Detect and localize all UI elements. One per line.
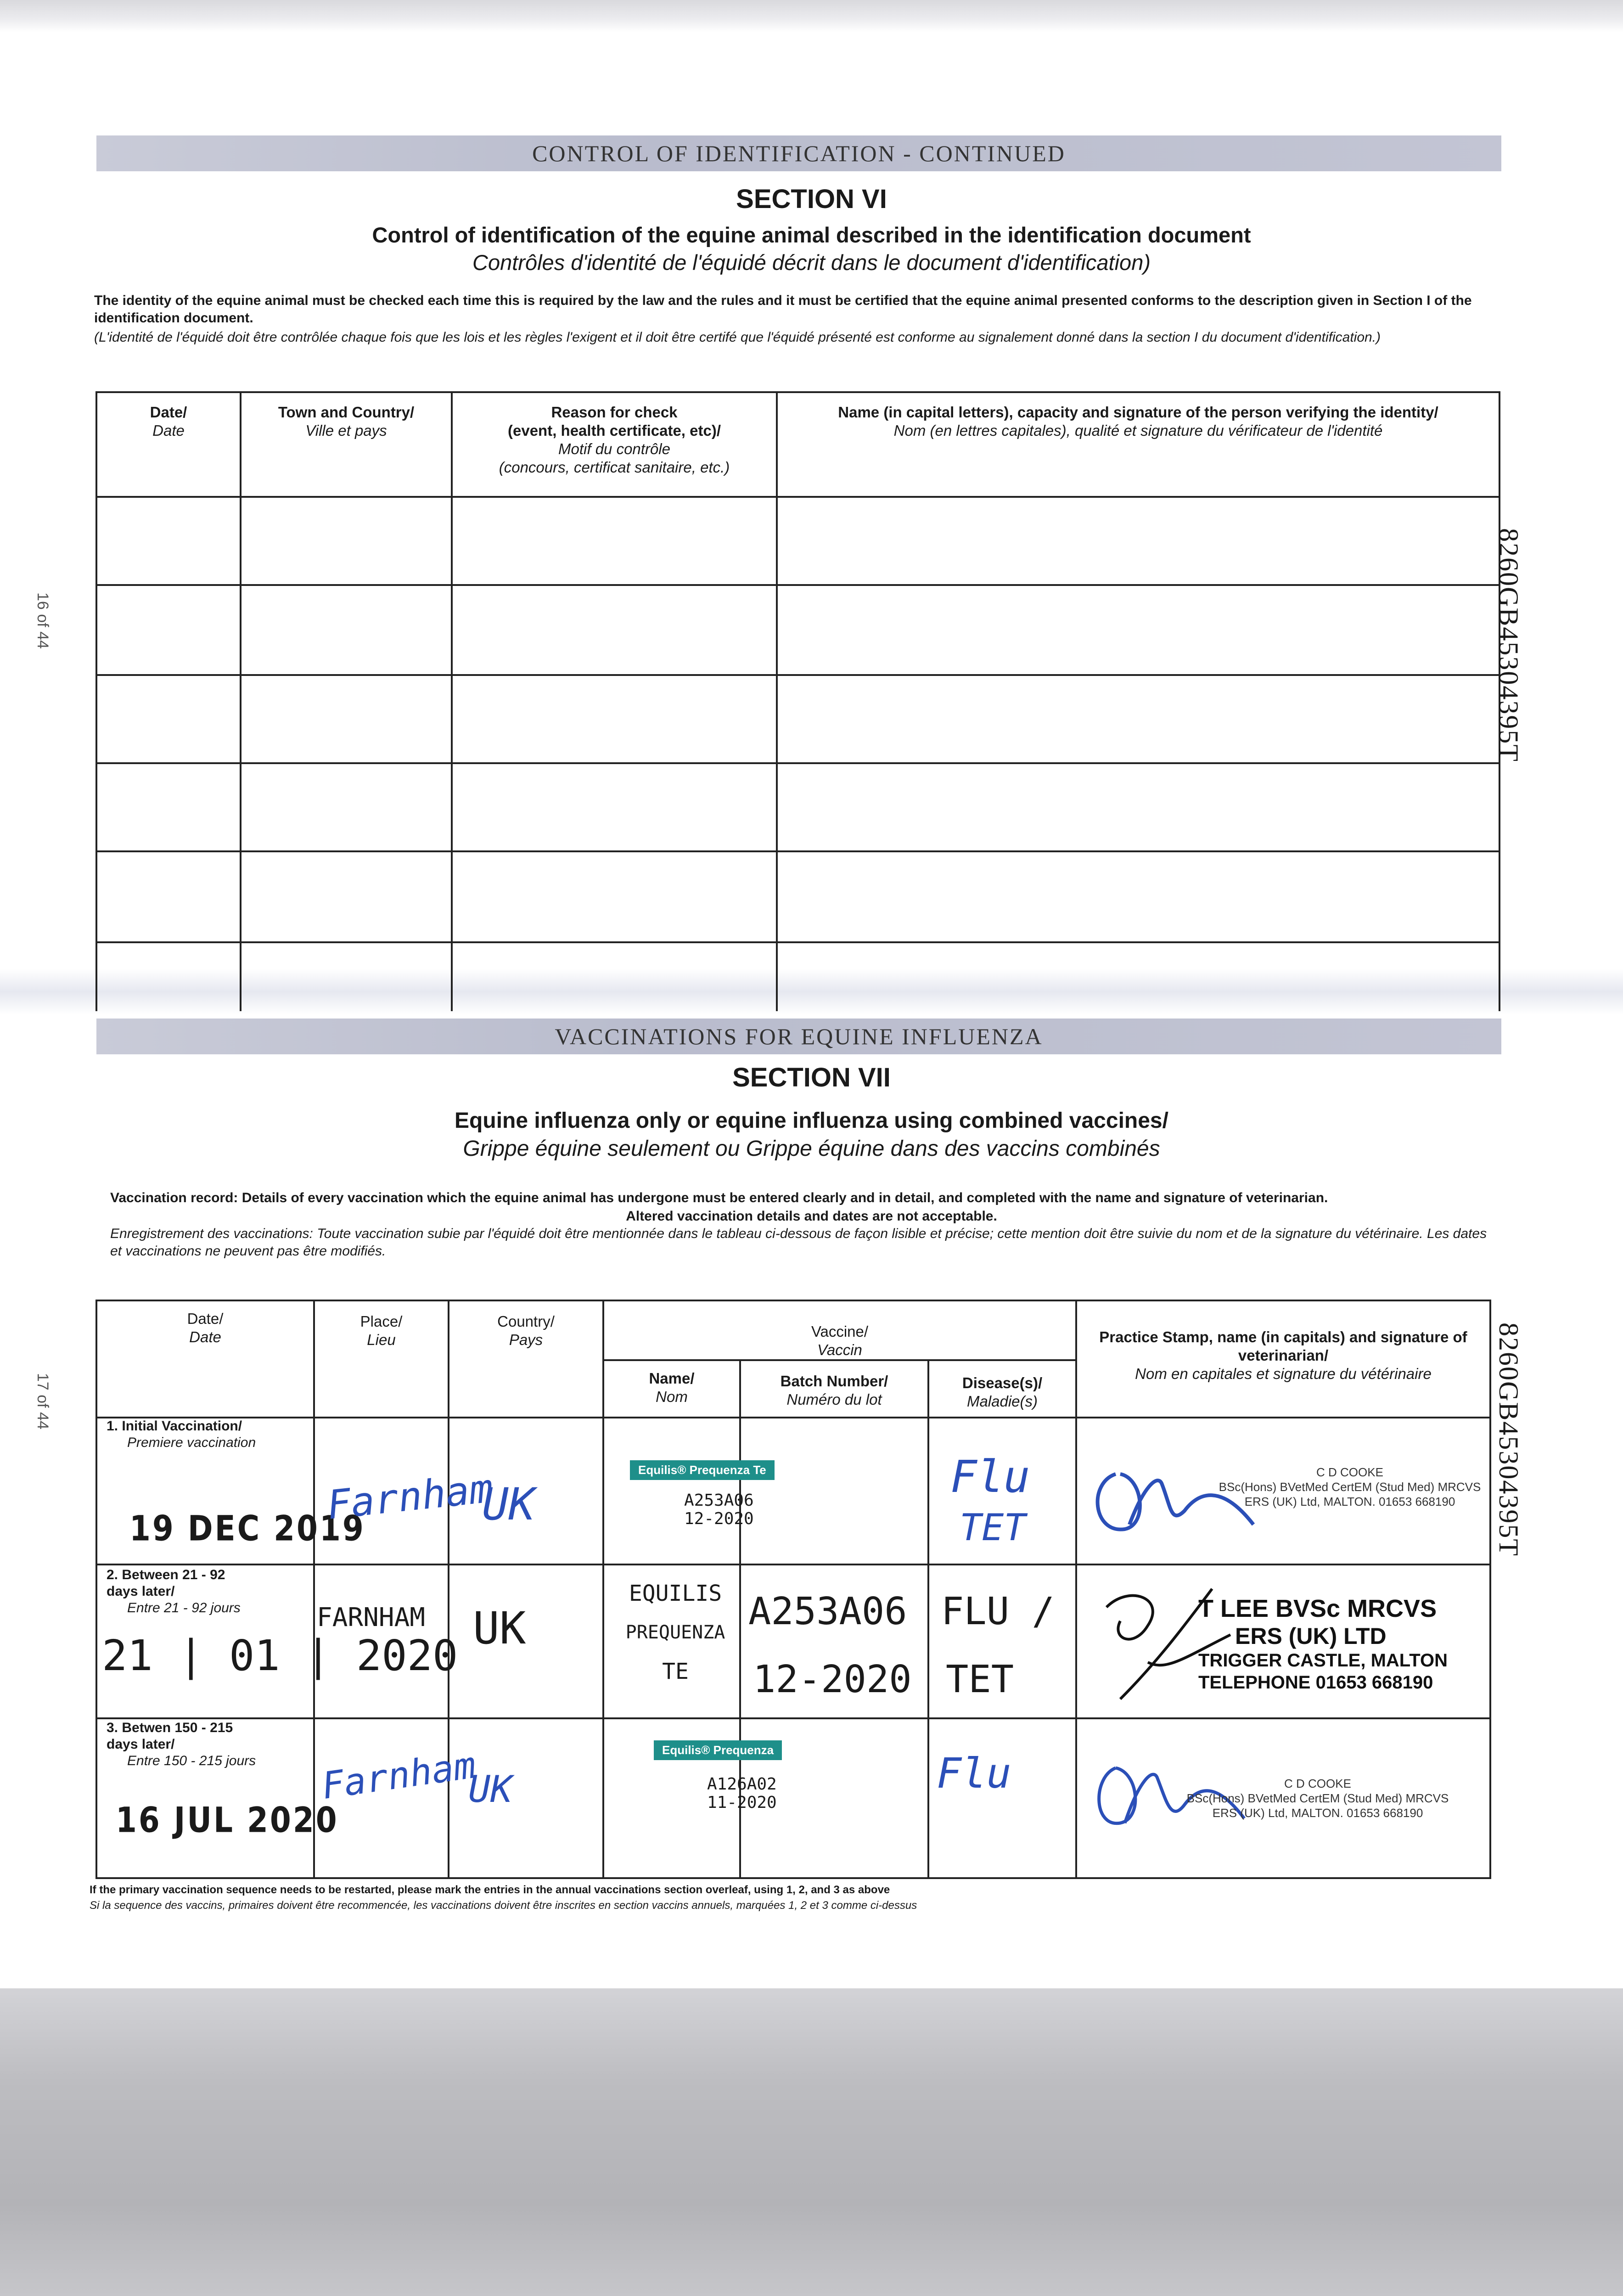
col-header-date <box>97 1310 313 1346</box>
table-rule <box>451 391 453 1011</box>
row-label-en: 1. Initial Vaccination/ <box>107 1418 242 1434</box>
footnote-fr: Si la sequence des vaccins, primaires doivent être recommencée, les vaccinations doivent être inscrites en section vaccins annuels, marquées 1, 2 et 3 comme ci-dessus <box>90 1899 917 1912</box>
page-label-17: 17 of 44 <box>34 1373 51 1429</box>
table-row <box>107 1567 309 1616</box>
date-stamp: 19 DEC 2019 <box>129 1508 365 1549</box>
col-header-fr: Nom <box>656 1388 688 1405</box>
footnote-en: If the primary vaccination sequence needs to be restarted, please mark the entries in the annual vaccinations section overleaf, using 1, 2, and 3 as above <box>90 1884 890 1896</box>
section7-title: SECTION VII <box>732 1063 891 1092</box>
col-header-reason <box>453 403 776 477</box>
scan-band-middle <box>0 969 1623 1015</box>
table-border <box>95 1300 97 1879</box>
section7-subtitle-fr: Grippe équine seulement ou Grippe équine dans des vaccins combinés <box>463 1137 1160 1161</box>
handwritten-disease: Flu <box>950 1451 1030 1503</box>
table-row <box>107 1418 309 1451</box>
row-label-fr: Premiere vaccination <box>127 1435 256 1450</box>
row-label-en: 2. Between 21 - 92 days later/ <box>107 1567 225 1599</box>
table-rule <box>927 1359 929 1879</box>
table-rule <box>95 674 1500 676</box>
section6-intro-en: The identity of the equine animal must be checked each time this is required by the law and the rules and it must be certified that the equine animal presented conforms to the description given in Section I of the identification document. <box>94 293 1472 326</box>
scan-edge-bottom <box>0 1988 1623 2296</box>
col-header-fr: Vaccin <box>817 1341 862 1358</box>
stamp-practice: ERS (UK) Ltd, MALTON. 01653 668190 <box>1212 1806 1423 1820</box>
col-header-vaccine-name <box>604 1369 739 1406</box>
page-label-16: 16 of 44 <box>34 592 51 649</box>
section7-intro-fr: Enregistrement des vaccinations: Toute vaccination subie par l'équidé doit être mentionnée dans le tableau ci-dessous de façon lisible et précise; cette mention doit être suivie du nom et de la signature du vétérinaire. Les dates et vaccinations ne peuvent pas être modifiés. <box>110 1226 1487 1259</box>
stamp-vet-name: T LEE BVSc MRCVS <box>1198 1595 1437 1622</box>
vaccine-name-line: EQUILIS <box>629 1581 722 1606</box>
handwritten-place: Farnham <box>319 1743 478 1808</box>
table-border <box>95 1877 1491 1879</box>
section6-title: SECTION VI <box>736 184 887 214</box>
col-header-en: Name/ <box>649 1370 695 1387</box>
col-header-fr: (concours, certificat sanitaire, etc.) <box>499 459 730 476</box>
col-header-en: Name (in capital letters), capacity and signature of the person verifying the identity/ <box>838 404 1438 421</box>
handwritten-country: UK <box>468 1768 513 1811</box>
section7-intro-en: Vaccination record: Details of every vaccination which the equine animal has undergone must be entered clearly and in detail, and completed with the name and signature of veterinarian. <box>110 1190 1328 1205</box>
col-header-vaccine <box>604 1322 1075 1359</box>
col-header-practice <box>1077 1328 1489 1383</box>
table-rule <box>776 391 778 1011</box>
col-header-en: Batch Number/ <box>780 1373 888 1390</box>
vaccine-sticker-batch <box>707 1775 777 1812</box>
sticker-expiry: 12-2020 <box>684 1509 754 1528</box>
stamp-address: TRIGGER CASTLE, MALTON <box>1198 1650 1448 1671</box>
scan-edge-top <box>0 0 1623 32</box>
table-rule <box>313 1300 315 1879</box>
handwritten-disease: FLU / <box>941 1590 1055 1633</box>
table-rule <box>95 1717 1491 1719</box>
col-header-country <box>449 1312 602 1349</box>
side-id-upper: 8260GB45304395T <box>1494 528 1524 762</box>
col-header-fr: Date <box>152 422 185 439</box>
col-header-en: Country/ <box>497 1313 555 1330</box>
handwritten-disease: TET <box>946 1658 1014 1701</box>
col-header-en: Disease(s)/ <box>962 1374 1043 1391</box>
table-rule <box>95 850 1500 852</box>
col-header-en: Place/ <box>360 1313 403 1330</box>
table-border <box>95 1300 1491 1301</box>
col-header-date <box>97 403 240 440</box>
handwritten-place: Farnham <box>325 1465 495 1529</box>
vaccine-label-badge: Equilis® Prequenza <box>654 1740 782 1760</box>
handwritten-disease: Flu <box>937 1750 1011 1798</box>
vaccine-label-badge: Equilis® Prequenza Te <box>630 1460 775 1480</box>
table-border <box>95 391 1500 393</box>
col-header-fr: Maladie(s) <box>966 1393 1038 1410</box>
col-header-en: Date/ <box>187 1310 224 1327</box>
row-label-fr: Entre 150 - 215 jours <box>127 1753 256 1768</box>
stamp-qualifications: BSc(Hons) BVetMed CertEM (Stud Med) MRCVS <box>1219 1480 1481 1494</box>
practice-stamp <box>1180 1776 1455 1820</box>
col-header-batch <box>741 1372 927 1409</box>
table-rule <box>1075 1300 1077 1879</box>
row-label-en: 3. Betwen 150 - 215 days later/ <box>107 1720 233 1752</box>
practice-stamp <box>1198 1594 1492 1694</box>
sticker-expiry: 11-2020 <box>707 1793 777 1812</box>
stamp-vet-name: C D COOKE <box>1284 1777 1351 1790</box>
section7-intro-en-2: Altered vaccination details and dates are not acceptable. <box>626 1209 997 1224</box>
section6-intro-fr: (L'identité de l'équidé doit être contrôlée chaque fois que les lois et les règles l'exigent et il doit être certifé que l'équidé présenté est conforme au signalement donné dans la section I du document d'identification.) <box>94 330 1381 345</box>
col-header-verifier <box>778 403 1499 440</box>
stamp-practice: ERS (UK) LTD <box>1235 1623 1387 1649</box>
table-rule <box>240 391 241 1011</box>
stamp-telephone: TELEPHONE 01653 668190 <box>1198 1672 1433 1693</box>
table-rule <box>95 584 1500 586</box>
table-rule <box>95 1564 1491 1565</box>
section7-band: VACCINATIONS FOR EQUINE INFLUENZA <box>96 1019 1501 1054</box>
handwritten-date: 21 | 01 | 2020 <box>102 1631 458 1680</box>
section6-subtitle-fr: Contrôles d'identité de l'équidé décrit dans le document d'identification) <box>472 250 1151 275</box>
table-rule <box>95 941 1500 943</box>
col-header-fr: Date <box>189 1328 221 1345</box>
section6-subtitle-en: Control of identification of the equine animal described in the identification document <box>372 223 1251 247</box>
table-border <box>1489 1300 1491 1879</box>
table-rule <box>95 762 1500 764</box>
col-header-fr: Nom (en lettres capitales), qualité et signature du vérificateur de l'identité <box>893 422 1383 439</box>
col-header-fr: Ville et pays <box>305 422 387 439</box>
col-header-en: Vaccine/ <box>811 1323 869 1340</box>
col-header-fr: Motif du contrôle <box>558 440 670 457</box>
col-header-fr: Pays <box>509 1331 543 1348</box>
row-label-fr: Entre 21 - 92 jours <box>127 1600 241 1615</box>
stamp-practice: ERS (UK) Ltd, MALTON. 01653 668190 <box>1244 1495 1455 1508</box>
col-header-en: (event, health certificate, etc)/ <box>508 422 721 439</box>
handwritten-vaccine-name <box>609 1570 742 1694</box>
table-rule <box>95 496 1500 498</box>
col-header-en: Reason for check <box>551 404 678 421</box>
col-header-en: Date/ <box>150 404 187 421</box>
vaccine-sticker-batch <box>684 1491 754 1528</box>
col-header-fr: Lieu <box>367 1331 396 1348</box>
col-header-disease <box>929 1374 1075 1411</box>
handwritten-place: FARNHAM <box>317 1603 426 1632</box>
col-header-fr: Numéro du lot <box>786 1391 882 1408</box>
vaccine-name-line: TE <box>662 1659 689 1684</box>
handwritten-country: UK <box>473 1603 526 1654</box>
col-header-town-country <box>241 403 451 440</box>
col-header-en: Practice Stamp, name (in capitals) and signature of veterinarian/ <box>1099 1328 1467 1364</box>
table-rule <box>602 1359 1075 1361</box>
table-border <box>95 391 97 1011</box>
handwritten-batch-number: A253A06 <box>748 1590 907 1633</box>
col-header-fr: Nom en capitales et signature du vétérinaire <box>1135 1365 1432 1382</box>
stamp-vet-name: C D COOKE <box>1316 1465 1383 1479</box>
stamp-qualifications: BSc(Hons) BVetMed CertEM (Stud Med) MRCVS <box>1186 1791 1449 1805</box>
col-header-place <box>315 1312 448 1349</box>
date-stamp: 16 JUL 2020 <box>116 1800 339 1840</box>
handwritten-expiry: 12-2020 <box>753 1658 912 1701</box>
col-header-en: Town and Country/ <box>278 404 415 421</box>
sticker-batch-number: A126A02 <box>707 1775 777 1794</box>
table-row <box>107 1720 309 1769</box>
vaccine-name-line: PREQUENZA <box>625 1622 725 1643</box>
handwritten-disease: TET <box>960 1506 1026 1549</box>
table-rule <box>448 1300 449 1879</box>
practice-stamp <box>1212 1465 1488 1509</box>
section7-subtitle-en: Equine influenza only or equine influenza using combined vaccines/ <box>455 1109 1168 1133</box>
sticker-batch-number: A253A06 <box>684 1491 754 1510</box>
handwritten-country: UK <box>482 1479 535 1530</box>
section6-band: CONTROL OF IDENTIFICATION - CONTINUED <box>96 135 1501 171</box>
side-id-lower: 8260GB45304395T <box>1494 1322 1524 1557</box>
